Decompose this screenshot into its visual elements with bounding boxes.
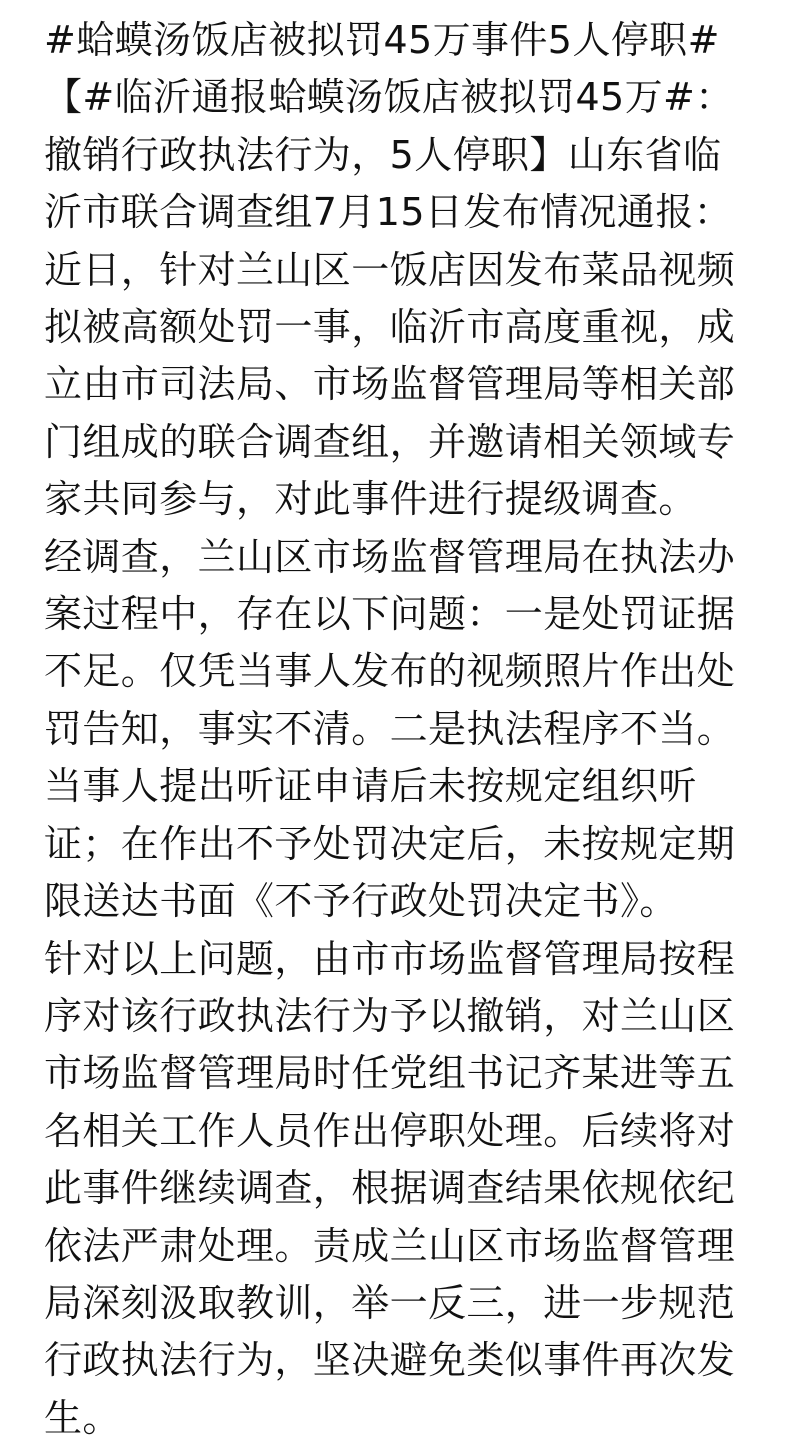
post-headline [44, 12, 756, 242]
paragraph-3: 针对以上问题，由市市场监督管理局按程序对该行政执法行为予以撤销，对兰山区市场监督管理局时任党组书记齐某进等五名相关工作人员作出停职处理。后续将对此事件继续调查，根据调查结果依规依纪依法严肃处理。责成兰山区市场监督管理局深刻汲取教训，举一反三，进一步规范行政执法行为，坚决避免类似事件再次发生。 [44, 931, 756, 1447]
hashtag-link-2[interactable]: #临沂通报蛤蟆汤饭店被拟罚45万# [82, 75, 695, 119]
paragraph-2: 经调查，兰山区市场监督管理局在执法办案过程中，存在以下问题：一是处罚证据不足。仅凭当事人发布的视频照片作出处罚告知，事实不清。二是执法程序不当。当事人提出听证申请后未按规定组织听证；在作出不予处罚决定后，未按规定期限送达书面《不予行政处罚决定书》。 [44, 529, 756, 931]
headline-text: ：撤销行政执法行为，5人停职】山东省临沂市联合调查组7月15日发布情况通报： [44, 75, 734, 234]
paragraph-1: 近日，针对兰山区一饭店因发布菜品视频拟被高额处罚一事，临沂市高度重视，成立由市司法局、市场监督管理局等相关部门组成的联合调查组，并邀请相关领域专家共同参与，对此事件进行提级调查。 [44, 242, 756, 529]
hashtag-link-1[interactable]: #蛤蟆汤饭店被拟罚45万事件5人停职# [44, 18, 720, 62]
post-body [44, 12, 756, 1274]
headline-bracket-open: 【 [44, 75, 82, 119]
